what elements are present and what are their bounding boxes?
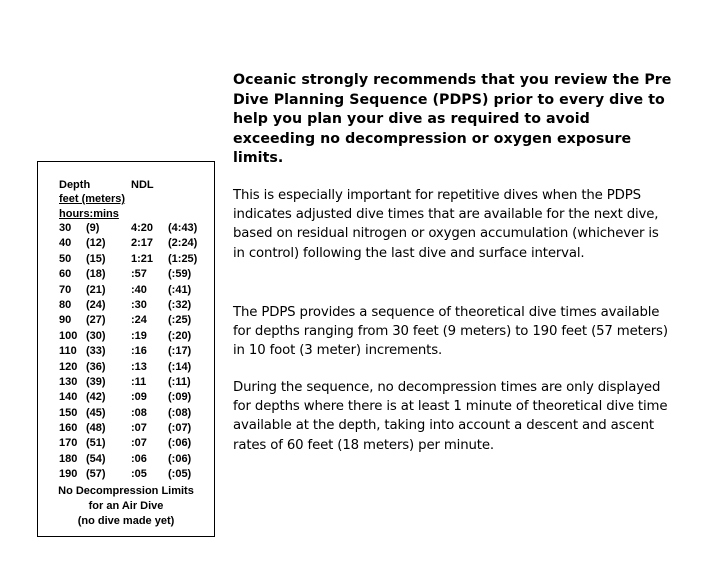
ndl-time-cell: :05	[131, 468, 147, 481]
depth-meters-cell: (15)	[86, 252, 106, 265]
depth-meters-cell: (45)	[86, 406, 106, 419]
depth-feet-cell: 180	[59, 452, 78, 465]
table-caption	[38, 484, 214, 529]
caption-line-2: for an Air Dive	[88, 500, 164, 512]
depth-feet-cell: 120	[59, 360, 78, 373]
ndl-time-cell: :40	[131, 283, 147, 296]
depth-meters-cell: (12)	[86, 237, 106, 250]
ndl-time-cell: 2:17	[131, 237, 154, 250]
ndl-alt-time-cell: (:32)	[168, 298, 192, 311]
depth-meters-cell: (18)	[86, 268, 106, 281]
pdps-sequence-paragraph: The PDPS provides a sequence of theoretical dive times available for depths ranging from 30 feet (9 meters) to 190 feet (57 meters) in 10 foot (3 meter) increments.	[233, 305, 668, 359]
depth-feet-cell: 170	[59, 437, 78, 450]
feet-meters-header: feet (meters)	[59, 193, 126, 205]
ndl-time-cell: :16	[131, 345, 147, 358]
depth-meters-cell: (39)	[86, 375, 106, 388]
depth-feet-cell: 150	[59, 406, 78, 419]
ndl-time-cell: :11	[131, 375, 147, 388]
ndl-time-cell: :09	[131, 391, 147, 404]
ndl-alt-time-cell: (:25)	[168, 314, 192, 327]
ndl-time-cell: :30	[131, 298, 147, 311]
depth-feet-cell: 100	[59, 329, 78, 342]
depth-meters-cell: (27)	[86, 314, 106, 327]
depth-feet-cell: 110	[59, 345, 77, 358]
depth-meters-cell: (30)	[86, 329, 106, 342]
ndl-time-cell: :07	[131, 437, 147, 450]
depth-meters-cell: (54)	[86, 452, 106, 465]
depth-meters-cell: (42)	[86, 391, 106, 404]
depth-feet-cell: 30	[59, 222, 72, 234]
ndl-time-cell: :13	[131, 360, 147, 373]
depth-meters-cell: (57)	[86, 468, 106, 481]
ndl-alt-time-cell: (:59)	[168, 268, 192, 281]
ndl-table-box	[37, 161, 215, 537]
ndl-alt-time-cell: (:14)	[168, 360, 192, 373]
ndl-alt-time-cell: (:09)	[168, 391, 192, 404]
depth-feet-cell: 160	[59, 422, 78, 435]
ndl-time-cell: :19	[131, 329, 147, 342]
repetitive-dives-paragraph: This is especially important for repetitive dives when the PDPS indicates adjusted dive times that are available for the next dive, based on residual nitrogen or oxygen accumulation (whichever is in control) following the last dive and surface interval.	[233, 188, 659, 261]
depth-feet-cell: 90	[59, 314, 72, 327]
ndl-time-cell: :57	[131, 268, 147, 281]
ndl-alt-time-cell: (:06)	[168, 437, 192, 450]
ndl-alt-time-cell: (:07)	[168, 422, 192, 435]
ndl-alt-time-cell: (:08)	[168, 406, 192, 419]
depth-feet-cell: 140	[59, 391, 78, 404]
depth-feet-cell: 70	[59, 283, 72, 296]
ndl-time-cell: 1:21	[131, 252, 154, 265]
ndl-time-cell: :24	[131, 314, 147, 327]
ndl-alt-time-cell: (:11)	[168, 375, 191, 388]
depth-feet-cell: 40	[59, 237, 72, 250]
ndl-time-cell: :07	[131, 422, 147, 435]
ndl-alt-time-cell: (4:43)	[168, 222, 198, 234]
recommendation-paragraph: Oceanic strongly recommends that you review the Pre Dive Planning Sequence (PDPS) prior to every dive to help you plan your dive as required to avoid exceeding no decompression or oxygen exposure limits.	[233, 72, 672, 166]
display-conditions-paragraph: During the sequence, no decompression times are only displayed for depths where there is at least 1 minute of theoretical dive time available at the depth, taking into account a descent and ascent rates of 60 feet (18 meters) per minute.	[233, 380, 668, 453]
ndl-header: NDL	[131, 179, 154, 191]
depth-meters-cell: (51)	[86, 437, 106, 450]
depth-meters-cell: (9)	[86, 222, 100, 234]
depth-feet-cell: 130	[59, 375, 78, 388]
ndl-time-cell: :06	[131, 452, 147, 465]
ndl-alt-time-cell: (:05)	[168, 468, 192, 481]
depth-header: Depth	[59, 179, 91, 191]
ndl-alt-time-cell: (:17)	[168, 345, 192, 358]
depth-meters-cell: (21)	[86, 283, 106, 296]
depth-feet-cell: 190	[59, 468, 78, 481]
ndl-alt-time-cell: (:41)	[168, 283, 192, 296]
depth-feet-cell: 80	[59, 298, 72, 311]
hours-mins-header: hours:mins	[59, 208, 119, 220]
depth-feet-cell: 50	[59, 252, 72, 265]
depth-meters-cell: (48)	[86, 422, 106, 435]
depth-meters-cell: (36)	[86, 360, 106, 373]
ndl-time-cell: :08	[131, 406, 147, 419]
ndl-alt-time-cell: (:06)	[168, 452, 192, 465]
ndl-alt-time-cell: (1:25)	[168, 252, 198, 265]
depth-meters-cell: (24)	[86, 298, 106, 311]
ndl-alt-time-cell: (:20)	[168, 329, 192, 342]
caption-line-1: No Decompression Limits	[58, 485, 194, 497]
depth-feet-cell: 60	[59, 268, 72, 281]
caption-line-3: (no dive made yet)	[77, 515, 175, 527]
ndl-time-cell: 4:20	[131, 222, 154, 234]
ndl-alt-time-cell: (2:24)	[168, 237, 198, 250]
depth-meters-cell: (33)	[86, 345, 106, 358]
